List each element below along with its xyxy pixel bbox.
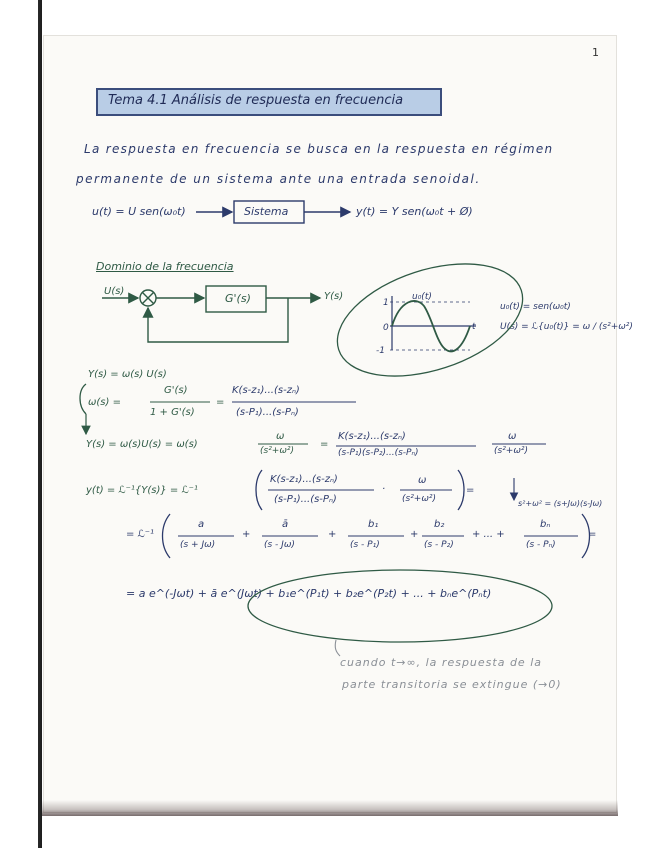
section-heading: Dominio de la frecuencia (96, 260, 234, 273)
eq2-frac1-num: G'(s) (164, 385, 188, 396)
eq5-plus-3: + (410, 529, 419, 540)
eq2-equals: = (216, 397, 225, 408)
eq2-frac2-num: K(s-z₁)...(s-zₙ) (232, 385, 300, 396)
eq5-equals: = (588, 529, 597, 540)
bd1-output-label: y(t) = Y sen(ω₀t + Ø) (356, 205, 473, 218)
bd1-input-label: u(t) = U sen(ω₀t) (92, 205, 186, 218)
bd1-block-label: Sistema (244, 205, 289, 218)
note-line-1: cuando t→∞, la respuesta de la (340, 656, 542, 669)
bd2-block (206, 286, 266, 312)
sine-curve-label: u₀(t) (412, 292, 432, 302)
eq5-t5-num: bₙ (540, 519, 551, 530)
eq5-t1-den: (s + Jω) (180, 540, 216, 550)
eq5-t2-den: (s - Jω) (264, 540, 295, 550)
block-diagram-2 (102, 286, 320, 342)
eq4-frac1-den: (s-P₁)...(s-Pₙ) (274, 494, 337, 505)
eq4-equals: = (466, 485, 475, 496)
eq1: Y(s) = ω(s) U(s) (88, 369, 167, 380)
eq3-lhs: Y(s) = ω(s)U(s) = ω(s) (86, 439, 198, 450)
sine-note-1: u₀(t) = sen(ω₀t) (500, 302, 571, 312)
eq5-dots: + ... + (472, 529, 505, 540)
eq5-t3-den: (s - P₁) (350, 540, 380, 550)
note-line-2: parte transitoria se extingue (→0) (342, 678, 562, 691)
eq4-frac2-den: (s²+ω²) (402, 494, 437, 504)
sine-tick-1: 1 (383, 298, 389, 308)
eq5-t2-num: ā (282, 519, 289, 530)
scan-bottom-edge (42, 800, 618, 816)
bd2-feedback-path (148, 298, 288, 342)
eq5-t4-num: b₂ (434, 519, 445, 530)
big-parens (163, 470, 590, 558)
eq3-frac3-den: (s²+ω²) (494, 446, 529, 456)
eq5-plus-1: + (242, 529, 251, 540)
sine-plot (390, 296, 476, 351)
eq6: = a e^(-Jωt) + ā e^(Jωt) + b₁e^(P₁t) + b₂e^(P₂t) + ... + bₙe^(Pₙt) (126, 587, 492, 600)
eq5-plus-2: + (328, 529, 337, 540)
block-diagram-1 (196, 201, 350, 223)
bd2-input-label: U(s) (104, 286, 125, 297)
eq4-dot: · (382, 484, 386, 495)
eq3-equals: = (320, 439, 329, 450)
bd2-block-label: G'(s) (225, 292, 251, 305)
transient-ellipse (248, 570, 552, 642)
eq4-frac2-num: ω (418, 475, 427, 486)
intro-line-1: La respuesta en frecuencia se busca en la respuesta en régimen (84, 142, 554, 156)
side-note: s²+ω² = (s+Jω)(s-Jω) (518, 499, 603, 508)
eq3-frac2-num: K(s-z₁)...(s-zₙ) (338, 431, 406, 442)
sine-tick-minus-1: -1 (376, 346, 385, 356)
eq4-frac1-num: K(s-z₁)...(s-zₙ) (270, 474, 338, 485)
intro-line-2: permanente de un sistema ante una entrada senoidal. (76, 172, 481, 186)
eq3-frac3-num: ω (508, 431, 517, 442)
sine-tick-0: 0 (383, 323, 389, 333)
bd2-output-label: Y(s) (324, 291, 344, 302)
eq2-lhs: ω(s) = (88, 397, 121, 408)
eq4-lparen (256, 470, 262, 510)
eq5-t4-den: (s - P₂) (424, 540, 454, 550)
page-title: Tema 4.1 Análisis de respuesta en frecuencia (108, 93, 404, 108)
eq5-rparen (582, 514, 590, 558)
eq3-frac1-num: ω (276, 431, 285, 442)
eq2-frac2-den: (s-P₁)...(s-Pₙ) (236, 407, 299, 418)
sine-axis-t: t (472, 322, 476, 332)
sine-note-2: U(s) = ℒ{u₀(t)} = ω / (s²+ω²) (500, 322, 633, 332)
page-number: 1 (592, 46, 599, 59)
eq4-lhs: y(t) = ℒ⁻¹{Y(s)} = ℒ⁻¹ (86, 485, 198, 496)
fraction-bars (150, 402, 578, 536)
note-arrow (335, 640, 340, 656)
eq5-lhs: = ℒ⁻¹ (126, 529, 155, 540)
eq5-lparen (163, 514, 171, 558)
eq3-frac1-den: (s²+ω²) (260, 446, 295, 456)
eq2-brace (80, 384, 86, 414)
eq2-frac1-den: 1 + G'(s) (150, 407, 195, 418)
bd1-block (234, 201, 304, 223)
eq5-t1-num: a (198, 519, 205, 530)
eq5-t5-den: (s - Pₙ) (526, 540, 556, 550)
eq5-t3-num: b₁ (368, 519, 379, 530)
eq3-frac2-den: (s-P₁)(s-P₂)...(s-Pₙ) (338, 448, 419, 458)
eq4-rparen (458, 470, 464, 510)
